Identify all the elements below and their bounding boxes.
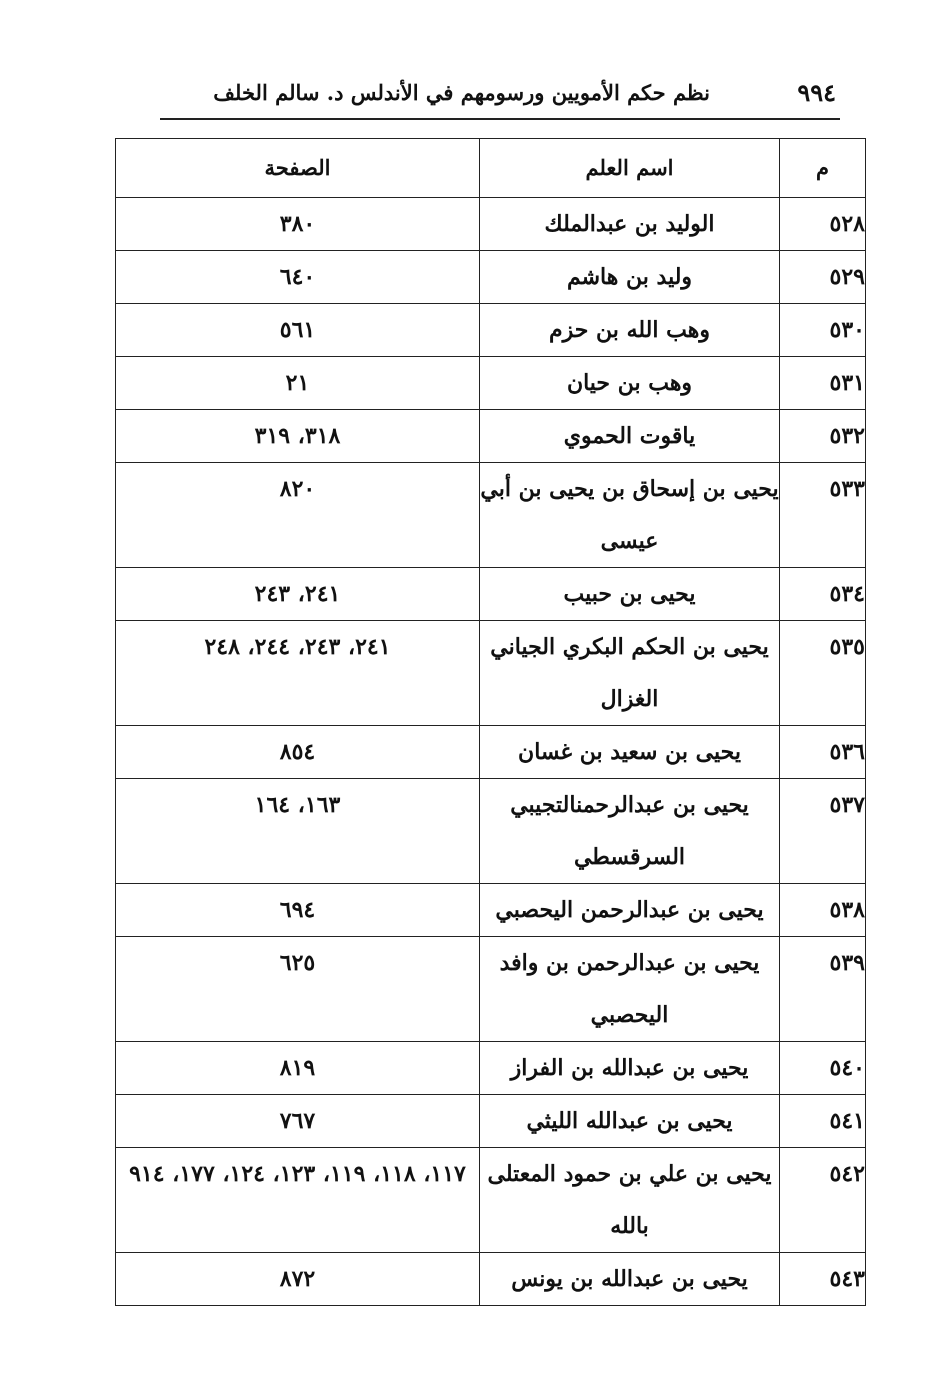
row-pages: ٢٤١، ٢٤٣، ٢٤٤، ٢٤٨ <box>116 621 480 726</box>
row-name: يحيى بن عبدالرحمن اليحصبي <box>480 884 780 937</box>
header-number: م <box>780 139 866 198</box>
header-rule <box>160 118 840 120</box>
row-name: يحيى بن عبدالرحمن بن وافد اليحصبي <box>480 937 780 1042</box>
row-number: ٥٢٩ <box>780 251 866 304</box>
table-row <box>116 568 866 621</box>
row-pages: ٦٢٥ <box>116 937 480 1042</box>
row-name: يحيى بن إسحاق بن يحيى بن أبي عيسى <box>480 463 780 568</box>
row-pages: ٣١٨، ٣١٩ <box>116 410 480 463</box>
row-pages: ٥٦١ <box>116 304 480 357</box>
row-number: ٥٣٦ <box>780 726 866 779</box>
row-name: ياقوت الحموي <box>480 410 780 463</box>
table-row <box>116 1148 866 1253</box>
row-number: ٥٣١ <box>780 357 866 410</box>
table-row <box>116 1095 866 1148</box>
row-name: وليد بن هاشم <box>480 251 780 304</box>
table-row <box>116 463 866 568</box>
row-pages: ٧٦٧ <box>116 1095 480 1148</box>
row-number: ٥٣٩ <box>780 937 866 1042</box>
row-number: ٥٣٨ <box>780 884 866 937</box>
row-number: ٥٤٢ <box>780 1148 866 1253</box>
table-row <box>116 937 866 1042</box>
table-row <box>116 198 866 251</box>
row-number: ٥٣٣ <box>780 463 866 568</box>
row-number: ٥٢٨ <box>780 198 866 251</box>
row-name: يحيى بن علي بن حمود المعتلى بالله <box>480 1148 780 1253</box>
table-row <box>116 884 866 937</box>
table-row <box>116 621 866 726</box>
table-row <box>116 726 866 779</box>
row-pages: ٨١٩ <box>116 1042 480 1095</box>
row-number: ٥٤١ <box>780 1095 866 1148</box>
row-pages: ٦٤٠ <box>116 251 480 304</box>
row-pages: ١٦٣، ١٦٤ <box>116 779 480 884</box>
row-pages: ٢١ <box>116 357 480 410</box>
table-row <box>116 304 866 357</box>
table-row <box>116 251 866 304</box>
row-name: وهب بن حيان <box>480 357 780 410</box>
row-pages: ٢٤١، ٢٤٣ <box>116 568 480 621</box>
row-number: ٥٣٤ <box>780 568 866 621</box>
table-row <box>116 410 866 463</box>
row-name: الوليد بن عبدالملك <box>480 198 780 251</box>
row-number: ٥٣٠ <box>780 304 866 357</box>
row-number: ٥٤٠ <box>780 1042 866 1095</box>
row-name: يحيى بن عبدالله بن يونس <box>480 1253 780 1306</box>
names-index-table <box>115 138 866 1306</box>
running-title: نظم حكم الأمويين ورسومهم في الأندلس د. سالم الخلف <box>213 80 710 105</box>
row-number: ٥٣٢ <box>780 410 866 463</box>
table-row <box>116 779 866 884</box>
table-row <box>116 357 866 410</box>
row-name: يحيى بن عبدالله الليثي <box>480 1095 780 1148</box>
row-name: يحيى بن عبدالرحمنالتجيبي السرقسطي <box>480 779 780 884</box>
row-number: ٥٣٧ <box>780 779 866 884</box>
row-pages: ٣٨٠ <box>116 198 480 251</box>
table-row <box>116 1042 866 1095</box>
row-pages: ٦٩٤ <box>116 884 480 937</box>
row-name: وهب الله بن حزم <box>480 304 780 357</box>
table-row <box>116 1253 866 1306</box>
row-number: ٥٣٥ <box>780 621 866 726</box>
row-pages: ١١٧، ١١٨، ١١٩، ١٢٣، ١٢٤، ١٧٧، ٩١٤ <box>116 1148 480 1253</box>
header-name: اسم العلم <box>480 139 780 198</box>
header-pages: الصفحة <box>116 139 480 198</box>
row-pages: ٨٢٠ <box>116 463 480 568</box>
row-name: يحيى بن سعيد بن غسان <box>480 726 780 779</box>
table-header-row <box>116 139 866 198</box>
row-name: يحيى بن عبدالله بن الفراز <box>480 1042 780 1095</box>
row-pages: ٨٧٢ <box>116 1253 480 1306</box>
row-pages: ٨٥٤ <box>116 726 480 779</box>
row-name: يحيى بن حبيب <box>480 568 780 621</box>
row-number: ٥٤٣ <box>780 1253 866 1306</box>
page-number: ٩٩٤ <box>797 78 836 107</box>
row-name: يحيى بن الحكم البكري الجياني الغزال <box>480 621 780 726</box>
running-header <box>160 74 840 120</box>
